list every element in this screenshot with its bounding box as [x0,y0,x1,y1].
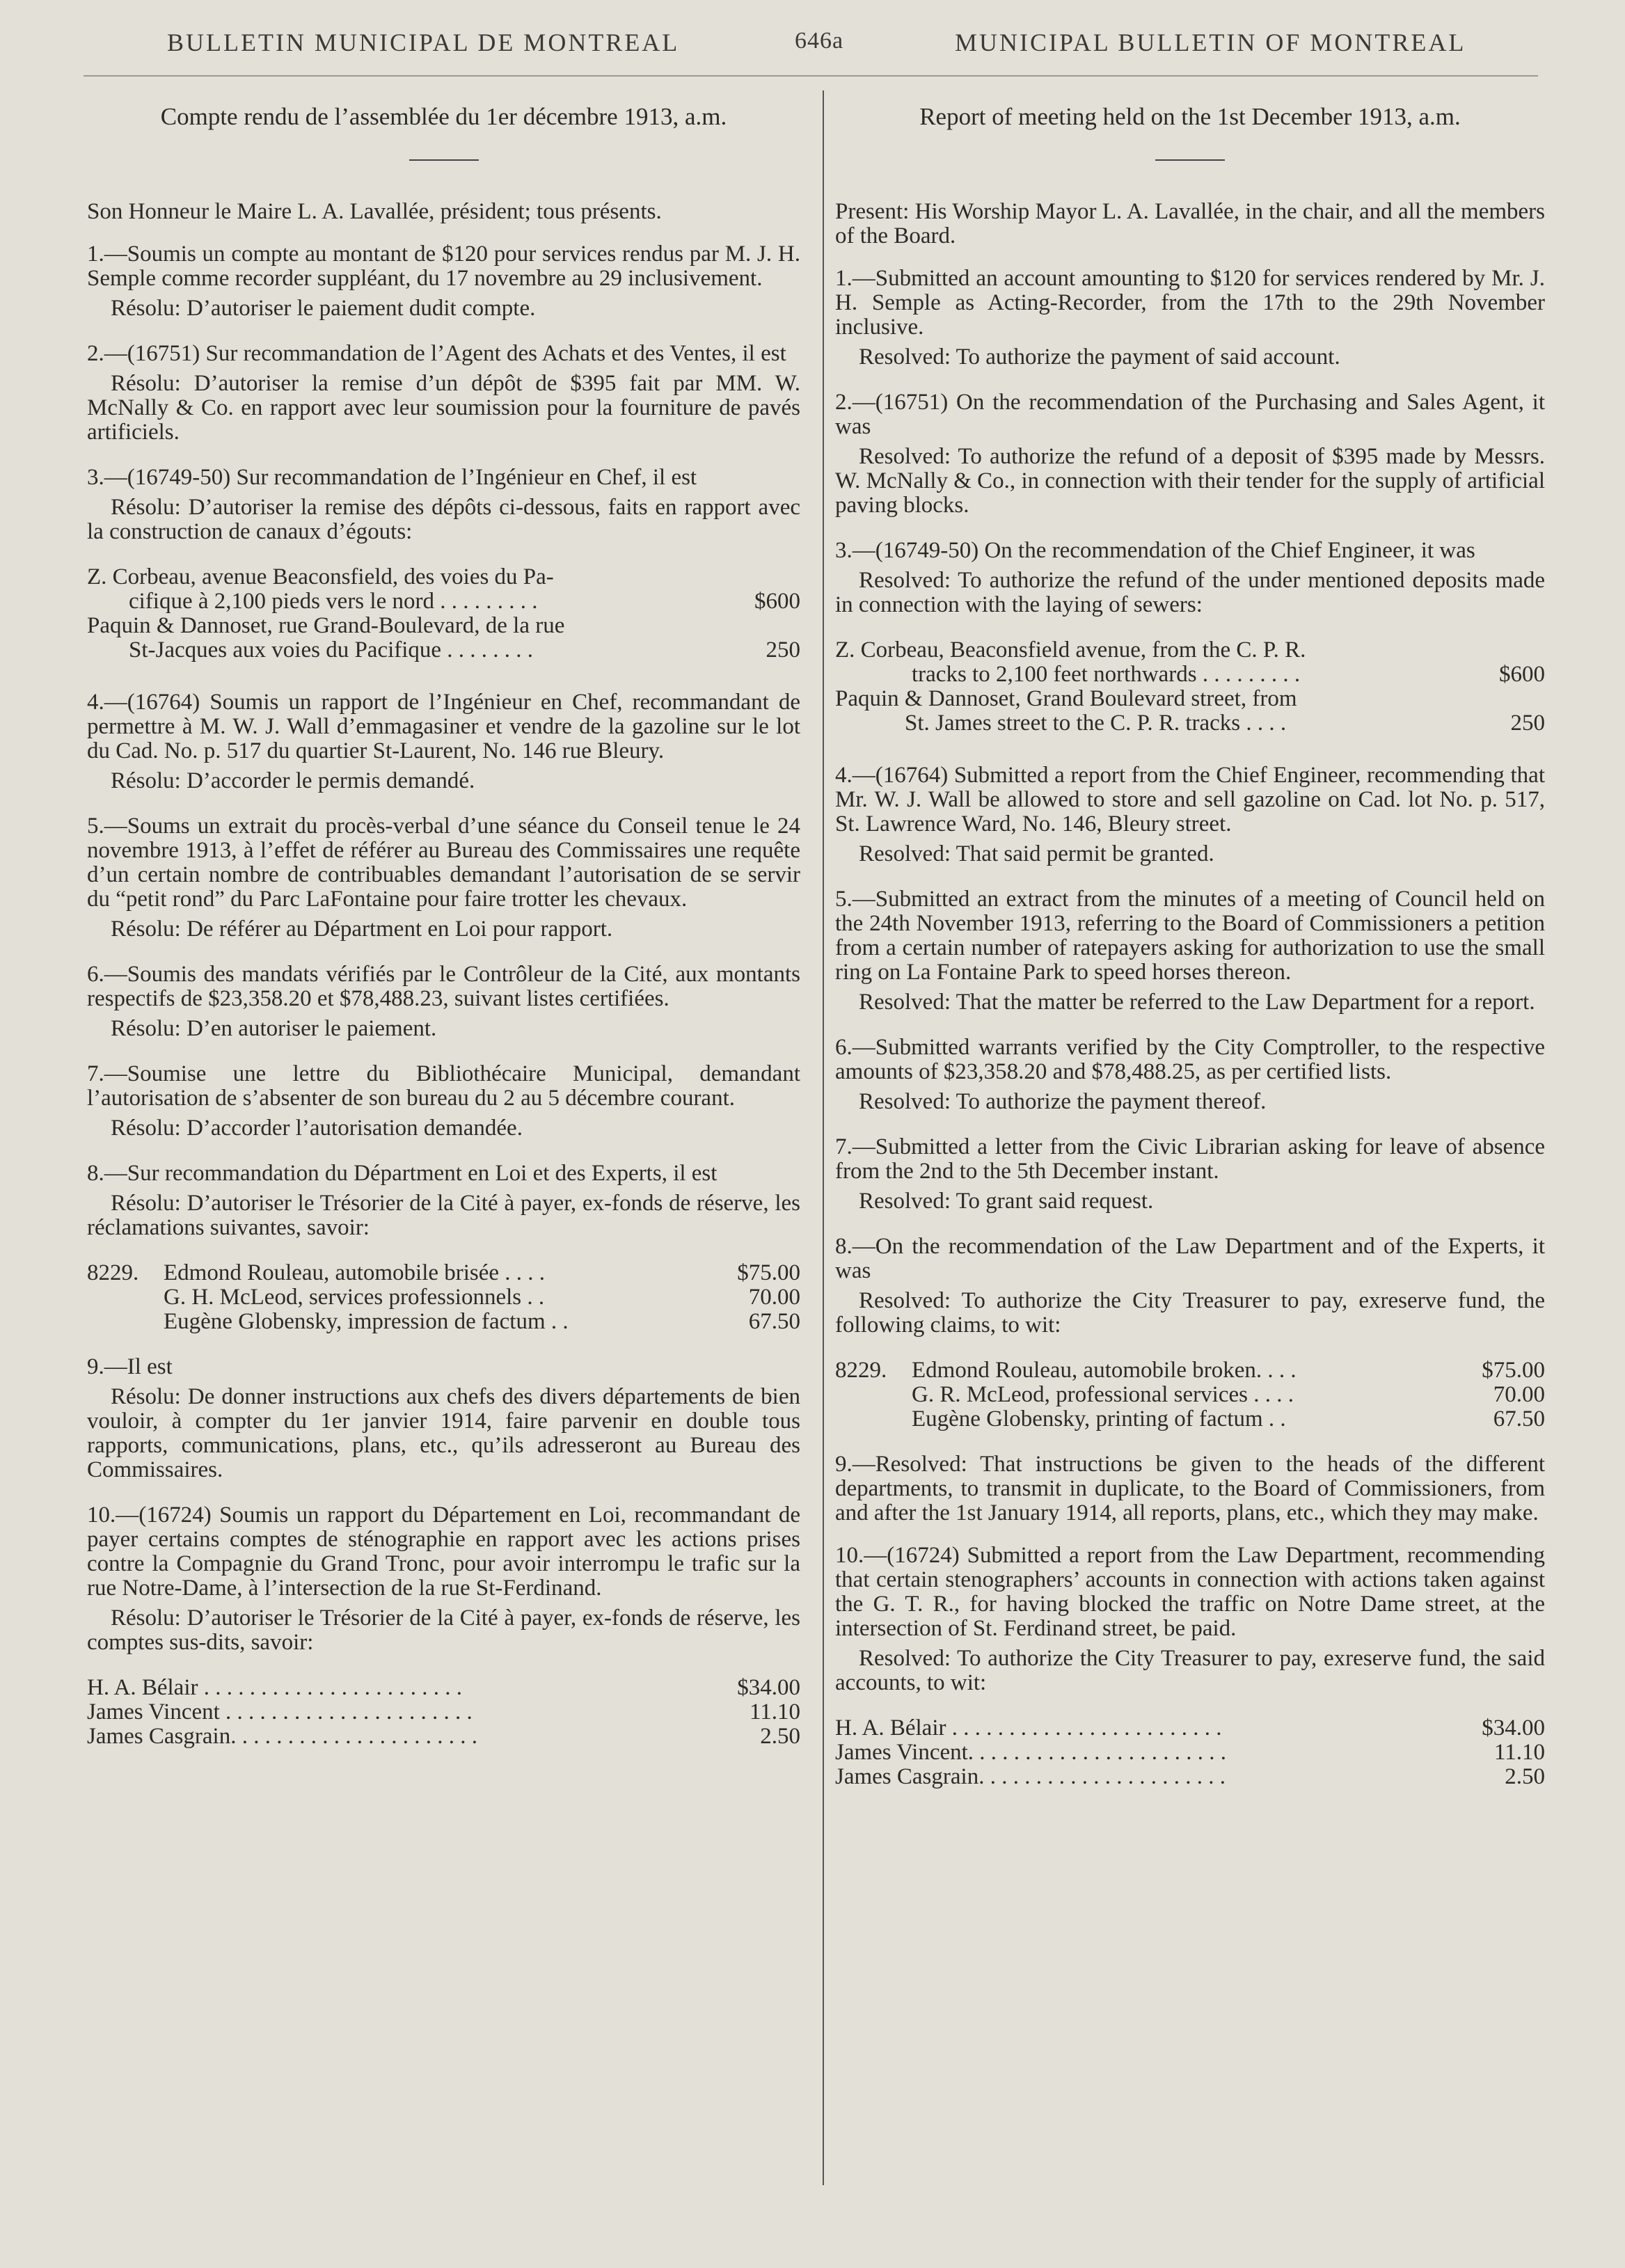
fr-accounts-list [87,1676,800,1749]
fr-item-9: 9.—Il est [87,1354,173,1379]
fr-claim-1 [87,1261,800,1285]
en-item-3: 3.—(16749-50) On the recommendation of the Chief Engineer, it was [835,538,1475,563]
en-claim-1 [835,1358,1545,1383]
fr-item-6: 6.—Soumis des mandats vérifiés par le Contrôleur de la Cité, aux montants respectifs de $23,358.20 et $78,488.23, suivant listes certifiées. [87,962,800,1011]
en-item-1: 1.—Submitted an account amounting to $120 for services rendered by Mr. J. H. Semple as Acting-Recorder, from the 17th to the 29th November inclusive. [835,266,1545,340]
en-deposit-2 [835,711,1545,736]
fr-item-5: 5.—Soums un extrait du procès-verbal d’une séance du Conseil tenue le 24 novembre 1913, à l’effet de référer au Bureau des Commissaires une requête d’un certain nombre de contribuables demandant l’autorisation de se servir du “petit rond” du Parc LaFontaine pour faire trotter les chevaux. [87,814,800,912]
fr-deposit-1-amount: $600 [754,589,800,614]
header-french-title: BULLETIN MUNICIPAL DE MONTREAL [167,29,680,56]
en-item-8: 8.—On the recommendation of the Law Department and of the Experts, it was [835,1234,1545,1283]
en-deposit-1-amount: $600 [1499,662,1545,687]
en-claims-list [835,1358,1545,1432]
english-title: Report of meeting held on the 1st December 1913, a.m. [919,103,1461,130]
fr-resolution-6: Résolu: D’en autoriser le paiement. [111,1016,437,1041]
fr-account-3-amount: 2.50 [760,1724,800,1749]
en-account-1-amount: $34.00 [1482,1715,1545,1740]
fr-claim-2 [87,1285,800,1310]
en-item-4: 4.—(16764) Submitted a report from the Chief Engineer, recommending that Mr. W. J. Wall be allowed to store and sell gazoline on Cad. lot No. p. 517, St. Lawrence Ward, No. 146, Bleury street. [835,763,1545,836]
en-deposit-2-line-2: St. James street to the C. P. R. tracks . . . . [905,711,1287,736]
fr-resolution-5: Résolu: De référer au Départment en Loi pour rapport. [111,917,613,942]
en-claim-number: 8229. [835,1358,887,1383]
fr-resolution-2: Résolu: D’autoriser la remise d’un dépôt de $395 fait par MM. W. McNally & Co. en rapport avec leur soumission pour la fourniture de pavés artificiels. [87,371,800,445]
en-resolution-2: Resolved: To authorize the refund of a deposit of $395 made by Messrs. W. McNally & Co., in connection with their tender for the supply of artificial paving blocks. [835,444,1545,518]
title-rule [1155,159,1225,161]
en-claim-2-amount: 70.00 [1493,1382,1545,1407]
fr-item-1: 1.—Soumis un compte au montant de $120 pour services rendus par M. J. H. Semple comme recorder suppléant, du 17 novembre au 29 inclusivement. [87,241,800,291]
en-resolution-7: Resolved: To grant said request. [859,1189,1154,1214]
fr-account-1-amount: $34.00 [737,1675,800,1700]
en-claim-3 [835,1407,1545,1432]
fr-claim-2-desc: G. H. McLeod, services professionnels . . [164,1285,545,1310]
fr-resolution-4: Résolu: D’accorder le permis demandé. [111,768,475,793]
fr-resolution-1: Résolu: D’autoriser le paiement dudit compte. [111,296,536,321]
fr-deposit-1-line-1: Z. Corbeau, avenue Beaconsfield, des voies du Pa- [87,564,554,589]
en-deposit-2-line-1: Paquin & Dannoset, Grand Boulevard street, from [835,686,1297,711]
en-claim-2 [835,1383,1545,1407]
en-account-2 [835,1740,1545,1765]
en-item-7: 7.—Submitted a letter from the Civic Librarian asking for leave of absence from the 2nd to the 5th December instant. [835,1134,1545,1184]
fr-resolution-8: Résolu: D’autoriser le Trésorier de la Cité à payer, ex-fonds de réserve, les réclamations suivantes, savoir: [87,1191,800,1240]
en-resolution-6: Resolved: To authorize the payment thereof. [859,1089,1267,1114]
fr-claim-3-desc: Eugène Globensky, impression de factum . . [164,1309,569,1334]
french-column [87,104,800,1749]
fr-account-1 [87,1676,800,1700]
en-deposit-2-amount: 250 [1510,711,1545,736]
fr-claim-2-amount: 70.00 [748,1285,800,1310]
fr-account-3-name: James Casgrain. . . . . . . . . . . . . . . . . . . . . . [87,1724,477,1749]
en-item-6: 6.—Submitted warrants verified by the City Comptroller, to the respective amounts of $23,358.20 and $78,488.25, as per certified lists. [835,1035,1545,1084]
en-account-2-name: James Vincent. . . . . . . . . . . . . . . . . . . . . . . [835,1740,1227,1765]
en-claim-1-amount: $75.00 [1482,1358,1545,1383]
en-item-9: 9.—Resolved: That instructions be given to the heads of the different departments, to transmit in duplicate, to the Board of Commissioners, from and after the 1st January 1914, all reports, plans, etc., which they may make. [835,1452,1545,1525]
fr-item-4: 4.—(16764) Soumis un rapport de l’Ingénieur en Chef, recommandant de permettre à M. W. J. Wall d’emmagasiner et vendre de la gazoline sur le lot du Cad. No. p. 517 du quartier St-Laurent, No. 146 rue Bleury. [87,690,800,763]
french-title: Compte rendu de l’assemblée du 1er décembre 1913, a.m. [160,103,727,130]
fr-deposit-2-line-1: Paquin & Dannoset, rue Grand-Boulevard, de la rue [87,613,565,638]
en-account-3-name: James Casgrain. . . . . . . . . . . . . . . . . . . . . . [835,1764,1226,1789]
en-deposit-1 [835,663,1545,687]
fr-claim-1-desc: Edmond Rouleau, automobile brisée . . . . [164,1260,546,1285]
fr-claim-3-amount: 67.50 [748,1309,800,1334]
en-present: Present: His Worship Mayor L. A. Lavallée, in the chair, and all the members of the Board. [835,199,1545,248]
header-english-title: MUNICIPAL BULLETIN OF MONTREAL [955,29,1466,56]
fr-account-3 [87,1724,800,1749]
fr-deposit-2 [87,638,800,663]
en-item-2: 2.—(16751) On the recommendation of the Purchasing and Sales Agent, it was [835,390,1545,439]
en-account-1-name: H. A. Bélair . . . . . . . . . . . . . . . . . . . . . . . . [835,1715,1222,1740]
en-account-3 [835,1765,1545,1789]
fr-claim-3 [87,1310,800,1334]
en-item-10: 10.—(16724) Submitted a report from the Law Department, recommending that certain stenographers’ accounts in connection with actions taken against the G. T. R., for having blocked the traffic on Notre Dame street, at the intersection of St. Ferdinand street, be paid. [835,1543,1545,1641]
fr-present: Son Honneur le Maire L. A. Lavallée, président; tous présents. [87,199,662,224]
en-claim-3-desc: Eugène Globensky, printing of factum . . [912,1406,1286,1432]
en-resolution-5: Resolved: That the matter be referred to the Law Department for a report. [859,990,1535,1015]
fr-item-8: 8.—Sur recommandation du Départment en Loi et des Experts, il est [87,1161,718,1186]
fr-account-2-name: James Vincent . . . . . . . . . . . . . . . . . . . . . . [87,1699,473,1724]
en-item-5: 5.—Submitted an extract from the minutes of a meeting of Council held on the 24th November 1913, referring to the Board of Commissioners a petition from a certain number of ratepayers asking for authorization to use the small ring on La Fontaine Park to speed horses thereon. [835,887,1545,985]
fr-claim-number: 8229. [87,1260,139,1285]
fr-deposit-2-line-2: St-Jacques aux voies du Pacifique . . . . . . . . [129,637,534,663]
en-accounts-list [835,1716,1545,1789]
fr-resolution-7: Résolu: D’accorder l’autorisation demandée. [111,1116,523,1141]
en-account-3-amount: 2.50 [1505,1764,1545,1789]
english-column [835,104,1545,1789]
en-resolution-3: Resolved: To authorize the refund of the under mentioned deposits made in connection with the laying of sewers: [835,568,1545,617]
fr-account-2-amount: 11.10 [749,1699,800,1724]
fr-deposit-2-amount: 250 [766,637,800,663]
en-resolution-4: Resolved: That said permit be granted. [859,841,1214,866]
header-rule [84,75,1538,77]
en-deposit-1-line-1: Z. Corbeau, Beaconsfield avenue, from the C. P. R. [835,637,1306,663]
fr-item-3: 3.—(16749-50) Sur recommandation de l’Ingénieur en Chef, il est [87,465,697,490]
title-rule [409,159,479,161]
en-account-2-amount: 11.10 [1493,1740,1545,1765]
en-resolution-8: Resolved: To authorize the City Treasurer to pay, exreserve fund, the following claims, to wit: [835,1288,1545,1338]
en-claim-3-amount: 67.50 [1493,1406,1545,1432]
page-number: 646a [795,28,844,54]
fr-item-10: 10.—(16724) Soumis un rapport du Département en Loi, recommandant de payer certains comptes de sténographie en rapport avec les actions prises contre la Compagnie du Grand Tronc, pour avoir interrompu le trafic sur la rue Notre-Dame, à l’intersection de la rue St-Ferdinand. [87,1502,800,1601]
fr-resolution-3: Résolu: D’autoriser la remise des dépôts ci-dessous, faits en rapport avec la construction de canaux d’égouts: [87,495,800,544]
en-account-1 [835,1716,1545,1740]
fr-deposit-1-line-2: cifique à 2,100 pieds vers le nord . . . . . . . . . [129,589,538,614]
en-resolution-10: Resolved: To authorize the City Treasurer to pay, exreserve fund, the said accounts, to wit: [835,1646,1545,1695]
fr-claims-list [87,1261,800,1334]
fr-resolution-9: Résolu: De donner instructions aux chefs des divers départements de bien vouloir, à compter du 1er janvier 1914, faire parvenir en double tous rapports, communications, plans, etc., qu’ils adresseront au Bureau des Commissaires. [87,1384,800,1482]
fr-deposit-1 [87,589,800,614]
en-deposit-list [835,638,1545,736]
en-deposit-1-line-2: tracks to 2,100 feet northwards . . . . . . . . . [912,662,1301,687]
en-resolution-1: Resolved: To authorize the payment of said account. [859,344,1340,370]
en-claim-2-desc: G. R. McLeod, professional services . . . . [912,1382,1294,1407]
fr-account-2 [87,1700,800,1724]
fr-claim-1-amount: $75.00 [737,1260,800,1285]
fr-item-7: 7.—Soumise une lettre du Bibliothécaire Municipal, demandant l’autorisation de s’absenter de son bureau du 2 au 5 décembre courant. [87,1061,800,1111]
column-divider [823,90,824,2185]
fr-deposit-list [87,565,800,663]
fr-item-2: 2.—(16751) Sur recommandation de l’Agent des Achats et des Ventes, il est [87,341,786,366]
fr-resolution-10: Résolu: D’autoriser le Trésorier de la Cité à payer, ex-fonds de réserve, les comptes sus-dits, savoir: [87,1605,800,1655]
en-claim-1-desc: Edmond Rouleau, automobile broken. . . . [912,1358,1297,1383]
fr-account-1-name: H. A. Bélair . . . . . . . . . . . . . . . . . . . . . . . [87,1675,462,1700]
